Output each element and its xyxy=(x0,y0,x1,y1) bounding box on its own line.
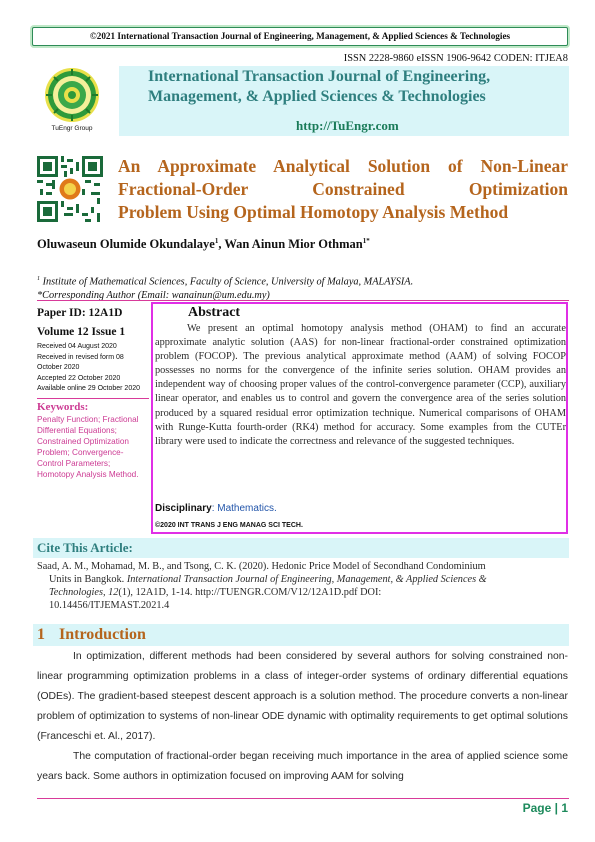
citation-line: Saad, A. M., Mohamad, M. B., and Tsong, C. K. (2020). Hedonic Price Model of Secondhand Condominium xyxy=(37,561,486,572)
keywords-list: Penalty Function; Fractional Differential Equations; Constrained Optimization Problem; Convergence-Control Parameters; Homotopy Analysis Method. xyxy=(37,414,139,479)
paper-title xyxy=(118,155,568,224)
history-revised: Received in revised form 08 October 2020 xyxy=(37,353,124,371)
affiliation-block xyxy=(37,272,413,303)
divider xyxy=(37,398,149,399)
paper-id: Paper ID: 12A1D xyxy=(37,307,123,319)
logo-caption: TuEngr Group xyxy=(51,125,93,132)
citation-doi[interactable]: 10.14456/ITJEMAST.2021.4 xyxy=(49,600,170,611)
author-list xyxy=(37,237,370,252)
corresponding-author: *Corresponding Author (Email: wanainun@um.edu.my) xyxy=(37,290,270,302)
paper-title-line3: Problem Using Optimal Homotopy Analysis Method xyxy=(118,202,509,222)
cite-heading-bar xyxy=(33,538,569,558)
history-received: Received 04 August 2020 xyxy=(37,343,117,350)
abstract-copyright: ©2020 INT TRANS J ENG MANAG SCI TECH. xyxy=(155,522,303,529)
affiliation-text: Institute of Mathematical Sciences, Faculty of Science, University of Malaya, MALAYSIA. xyxy=(40,276,414,288)
paper-title-line2: Fractional-Order Constrained Optimization xyxy=(118,179,568,199)
paper-title-line1: An Approximate Analytical Solution of Non-Linear xyxy=(118,156,568,176)
journal-title-line1: International Transaction Journal of Engineering, xyxy=(148,68,491,85)
citation-line: Units in Bangkok. International Transaction Journal of Engineering, Management, & Applied Sciences & xyxy=(49,574,487,585)
keywords-title: Keywords: xyxy=(37,400,89,413)
abstract-text: We present an optimal homotopy analysis method (OHAM) to find an accurate approximate analytic solution (AAS) for non-linear fractional-order constrained optimization problem (FOCOP). The previous analytical approximate method (AAM) of solving FOCOP possesses no norms for the convergence of the infinite series solution. OHAM provides an independent way of choosing proper values of the control-convergence parameter (CCP), auxiliary linear operator, and enables us to control and govern the convergence area of the series solution produced by a squared residual error optimization technique. Numerical comparisons of OHAM with Runge-Kutta fourth-order (RK4) method for accuracy. Some examples from the CUTEr library were used to indicate the correctness and relevance of the suggested techniques. xyxy=(155,323,566,447)
history-online: Available online 29 October 2020 xyxy=(37,385,141,392)
section-heading xyxy=(37,626,146,644)
divider xyxy=(37,300,569,301)
footer-divider xyxy=(37,798,569,799)
paragraph: In optimization, different methods had been considered by several authors for solving constrained non-linear programming optimization problems in a class of integer-order systems of ordinary differential equations (ODEs). The gradient-based steepest descent approach is a solution method. The procedure converts a non-linear problem of optimization to systems of non-linear ODE dynamic with optimality requirements to get optimal solutions (Franceschi et. Al., 2017). xyxy=(37,651,568,742)
author-name: Oluwaseun Olumide Okundalaye xyxy=(37,237,215,252)
page-number: Page | 1 xyxy=(522,801,568,815)
author-name: Wan Ainun Mior Othman xyxy=(224,237,363,252)
author-affil-sup: 1* xyxy=(362,237,370,245)
journal-url-link[interactable]: http://TuEngr.com xyxy=(296,118,399,133)
abstract-title: Abstract xyxy=(188,305,241,320)
section-title: Introduction xyxy=(59,626,146,643)
qr-code-icon xyxy=(37,156,103,222)
cite-heading: Cite This Article: xyxy=(37,540,133,555)
paragraph: The computation of fractional-order began receiving much importance in the area of applied science some years back. Some authors in optimization focused on improving AAM for solving xyxy=(37,751,568,782)
journal-copyright-banner: ©2021 International Transaction Journal of Engineering, Management, & Applied Sciences & Technologies xyxy=(32,27,568,46)
disciplinary-line xyxy=(155,503,277,514)
citation-text xyxy=(37,560,568,612)
volume-issue: Volume 12 Issue 1 xyxy=(37,326,126,338)
journal-title xyxy=(148,67,548,107)
issn-line: ISSN 2228-9860 eISSN 1906-9642 CODEN: ITJEA8 xyxy=(343,53,568,64)
author-affil-sup: 1 xyxy=(214,237,219,245)
disciplinary-label: Disciplinary xyxy=(155,503,212,514)
section-body xyxy=(37,647,568,787)
author-separator: , xyxy=(218,237,225,252)
section-number: 1 xyxy=(37,626,45,643)
journal-title-line2: Management, & Applied Sciences & Technologies xyxy=(148,88,486,105)
affiliation-sup: 1 xyxy=(37,276,40,282)
disciplinary-value: : Mathematics. xyxy=(211,503,277,514)
citation-line: Technologies, 12(1), 12A1D, 1-14. http://TUENGR.COM/V12/12A1D.pdf DOI: xyxy=(49,587,382,598)
article-info-column xyxy=(37,304,149,480)
history-accepted: Accepted 22 October 2020 xyxy=(37,374,121,382)
